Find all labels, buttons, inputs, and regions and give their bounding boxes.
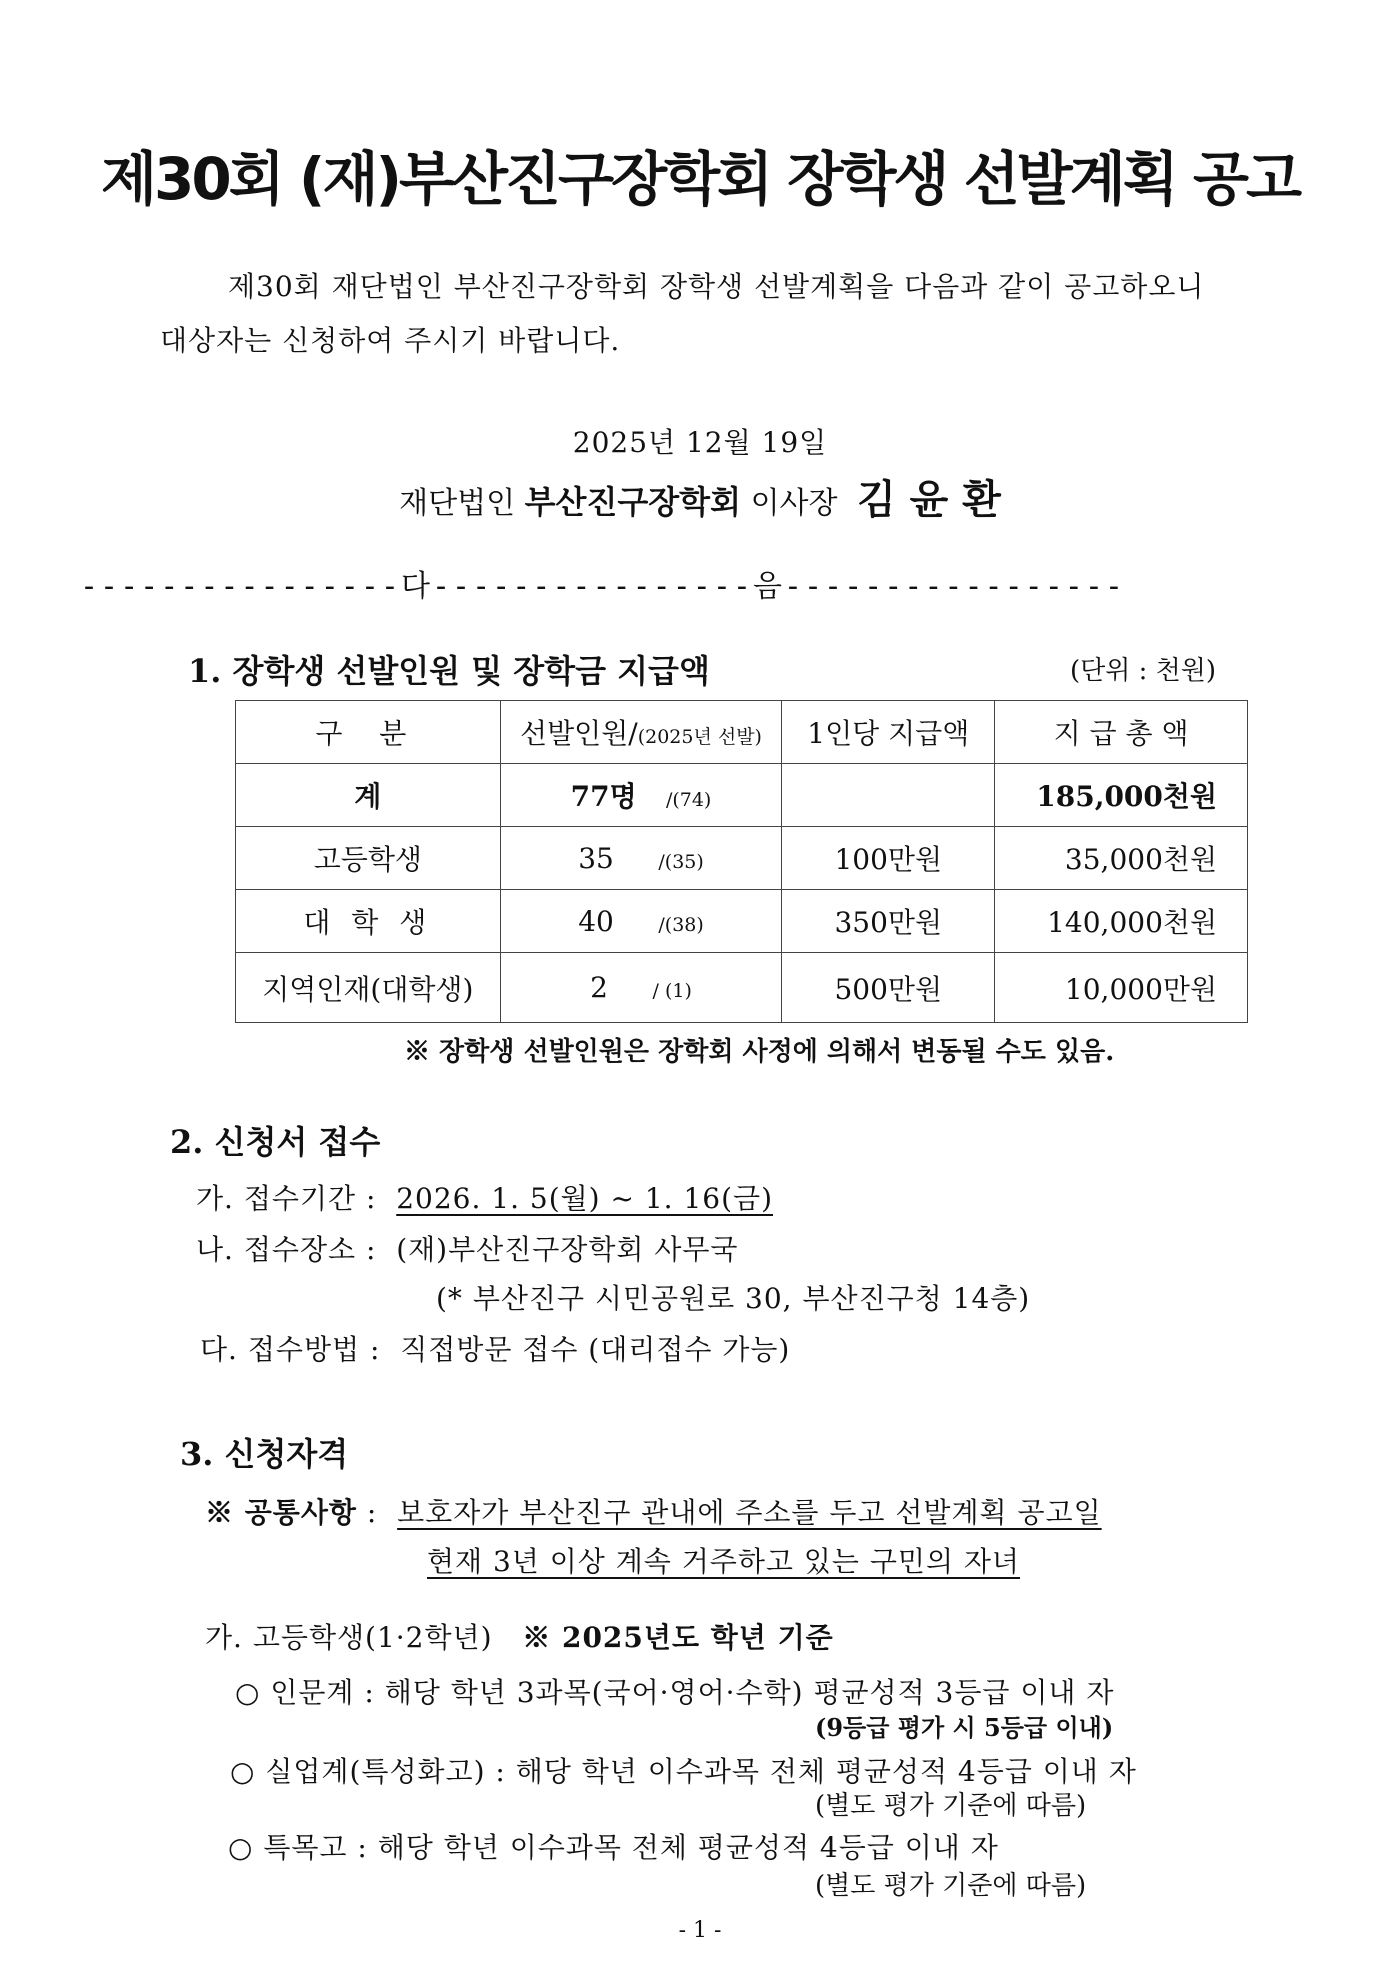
count-value: 40: [578, 904, 614, 938]
common-colon: :: [366, 1496, 378, 1529]
table-header-row: [236, 701, 1248, 764]
cell-count: [500, 827, 782, 890]
cell-count: [500, 890, 782, 953]
criteria-item-2: ○ 실업계(특성화고) : 해당 학년 이수과목 전체 평균성적 4등급 이내 자: [230, 1755, 1137, 1788]
header-count-note: (2025년 선발): [637, 726, 762, 748]
sub-a-note: ※ 2025년도 학년 기준: [522, 1621, 834, 1654]
cell-per-person: 100만원: [782, 827, 995, 890]
place-label: 나. 접수장소 :: [196, 1233, 377, 1266]
section3-heading: 3. 신청자격: [180, 1435, 349, 1473]
cell-count: [500, 953, 782, 1023]
method-value: 직접방문 접수 (대리접수 가능): [400, 1333, 791, 1366]
prev-count: / (1): [652, 980, 692, 1002]
criteria-note-1: (9등급 평가 시 5등급 이내): [815, 1713, 1114, 1742]
section1-heading: 1. 장학생 선발인원 및 장학금 지급액: [188, 652, 710, 690]
announcement-date: 2025년 12월 19일: [572, 426, 828, 459]
scholarship-table: [235, 700, 1248, 1023]
header-category: 구 분: [236, 701, 501, 764]
header-total: 지 급 총 액: [995, 701, 1248, 764]
signature-name: 김 윤 환: [857, 476, 1001, 523]
signature-line: [0, 476, 1400, 523]
header-per-person: 1인당 지급액: [782, 701, 995, 764]
table-row: [236, 953, 1248, 1023]
intro-line-1: 제30회 재단법인 부산진구장학회 장학생 선발계획을 다음과 같이 공고하오니: [228, 270, 1205, 303]
place-value: (재)부산진구장학회 사무국: [396, 1233, 739, 1266]
header-count: [500, 701, 782, 764]
cell-total: 140,000천원: [995, 890, 1248, 953]
page-title: 제30회 (재)부산진구장학회 장학생 선발계획 공고: [100, 145, 1300, 213]
signature-prefix: 재단법인: [399, 486, 516, 521]
cell-per-person: 350만원: [782, 890, 995, 953]
period-label: 가. 접수기간 :: [196, 1182, 377, 1215]
period-value: 2026. 1. 5(월) ~ 1. 16(금): [396, 1182, 773, 1215]
divider-left: ----------------다: [80, 569, 432, 604]
prev-count: /(38): [658, 913, 704, 936]
count-value: 2: [590, 971, 608, 1004]
common-line-2: 현재 3년 이상 계속 거주하고 있는 구민의 자녀: [427, 1545, 1020, 1578]
cell-category: 고등학생: [236, 827, 501, 890]
unit-label: (단위 : 천원): [1070, 656, 1217, 686]
cell-category: 계: [236, 764, 501, 827]
table-note: ※ 장학생 선발인원은 장학회 사정에 의해서 변동될 수도 있음.: [404, 1037, 1115, 1067]
criteria-item-3: ○ 특목고 : 해당 학년 이수과목 전체 평균성적 4등급 이내 자: [228, 1831, 999, 1864]
table-row: [236, 827, 1248, 890]
common-line-1: 보호자가 부산진구 관내에 주소를 두고 선발계획 공고일: [397, 1496, 1102, 1529]
criteria-note-2: (별도 평가 기준에 따름): [815, 1791, 1087, 1821]
cell-category: 지역인재(대학생): [236, 953, 501, 1023]
divider-right: ----------------음-----------------: [431, 569, 1125, 604]
page-number: - 1 -: [678, 1918, 722, 1943]
header-count-label: 선발인원/: [520, 717, 638, 750]
divider: [80, 569, 1125, 604]
count-value: 77명: [570, 780, 637, 813]
cell-per-person: 500만원: [782, 953, 995, 1023]
prev-count: /(35): [658, 850, 704, 873]
prev-count: /(74): [665, 789, 712, 811]
criteria-note-3: (별도 평가 기준에 따름): [815, 1871, 1087, 1901]
section2-heading: 2. 신청서 접수: [170, 1123, 381, 1161]
place-detail: (* 부산진구 시민공원로 30, 부산진구청 14층): [436, 1282, 1031, 1315]
count-value: 35: [578, 841, 614, 875]
intro-line-2: 대상자는 신청하여 주시기 바랍니다.: [160, 324, 621, 357]
method-label: 다. 접수방법 :: [200, 1333, 381, 1366]
cell-total: 10,000만원: [995, 953, 1248, 1023]
cell-category: 대 학 생: [236, 890, 501, 953]
cell-total: 185,000천원: [995, 764, 1248, 827]
table-row: [236, 890, 1248, 953]
common-label: ※ 공통사항: [205, 1496, 357, 1529]
cell-per-person: [782, 764, 995, 827]
criteria-item-1: ○ 인문계 : 해당 학년 3과목(국어·영어·수학) 평균성적 3등급 이내 자: [235, 1676, 1115, 1709]
table-row: [236, 764, 1248, 827]
cell-count: [500, 764, 782, 827]
signature-role: 이사장: [750, 486, 838, 521]
sub-a-label: 가. 고등학생(1·2학년): [205, 1621, 493, 1654]
cell-total: 35,000천원: [995, 827, 1248, 890]
signature-org: 부산진구장학회: [524, 483, 742, 521]
